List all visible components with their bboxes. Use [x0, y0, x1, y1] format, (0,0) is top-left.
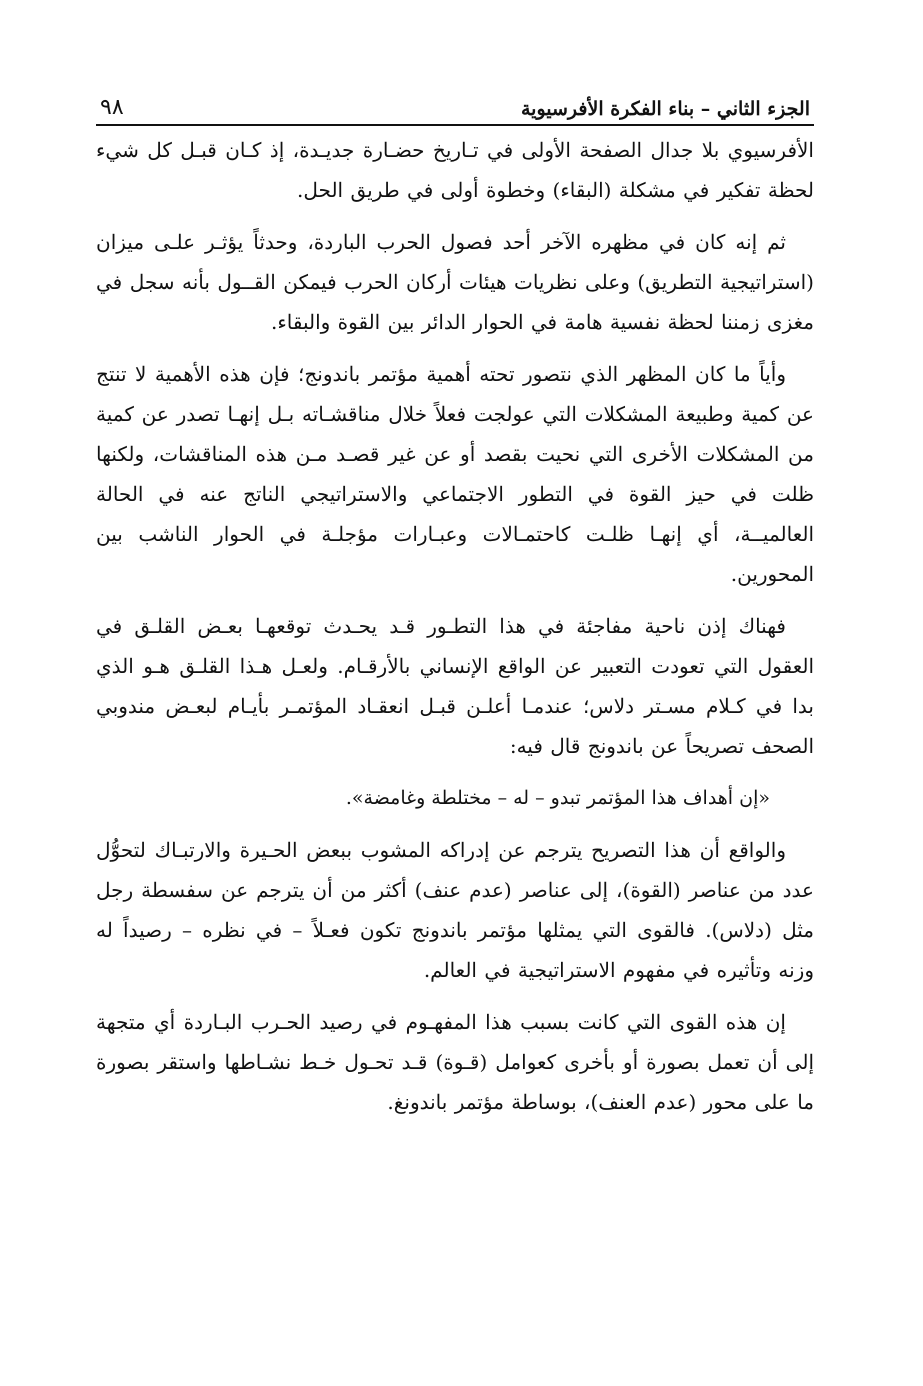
- page-number: ٩٨: [100, 95, 124, 120]
- running-title: الجزء الثاني – بناء الفكرة الأفرسيوية: [520, 98, 810, 120]
- paragraph-5: والواقع أن هذا التصريح يترجم عن إدراكه المشوب ببعض الحـيرة والارتبـاك لتحوُّل عدد من عناصر (القوة)، إلى عناصر (عدم عنف) أكثر من أن يترجم عن سفسطة رجل مثل (دلاس). فالقوى التي يمثلها مؤتمر باندونج تكون فعـلاً – في نظره – رصيداً له وزنه وتأثيره في مفهوم الاستراتيجية في العالم.: [96, 838, 814, 982]
- paragraph-4: فهناك إذن ناحية مفاجئة في هذا التطـور قـد يحـدث توقعهـا بعـض القلـق في العقول التي تعودت التعبير عن الواقع الإنساني بالأرقـام. ولعـل هـذا القلـق هـو الذي بدا في كـلام مسـتر دلاس؛ عندمـا أعلـن قبـل انعقـاد المؤتمـر بأيـام لبعـض مندوبي الصحف تصريحاً عن باندونج قال فيه:: [96, 614, 814, 758]
- body-text: [96, 130, 814, 1122]
- paragraph-1: الأفرسيوي بلا جدال الصفحة الأولى في تـاريخ حضـارة جديـدة، إذ كـان قبـل كل شيء لحظة تفكير في مشكلة (البقاء) وخطوة أولى في طريق الحل.: [96, 138, 814, 202]
- running-header: [96, 80, 814, 126]
- book-page: [96, 80, 814, 1134]
- paragraph-3: وأياً ما كان المظهر الذي نتصور تحته أهمية مؤتمر باندونج؛ فإن هذه الأهمية لا تنتج عن كمية وطبيعة المشكلات التي عولجت فعلاً خلال مناقشـاته بـل إنهـا تصدر عن كمية من المشكلات الأخرى التي نحيت بقصد أو عن غير قصـد مـن هذه المناقشات، ولكنها ظلت في حيز القوة في التطور الاجتماعي والاستراتيجي الناتج عنه في الحالة العالميــة، أي إنهـا ظلـت كاحتمـالات وعبـارات مؤجلـة في الحوار الناشب بين المحورين.: [96, 362, 814, 586]
- dulles-quote: «إن أهداف هذا المؤتمر تبدو – له – مختلطة وغامضة».: [345, 787, 770, 809]
- paragraph-2: ثم إنه كان في مظهره الآخر أحد فصول الحرب الباردة، وحدثاً يؤثـر علـى ميزان (استراتيجية التطريق) وعلى نظريات هيئات أركان الحرب فيمكن القــول بأنه سجل في مغزى زمننا لحظة نفسية هامة في الحوار الدائر بين القوة والبقاء.: [96, 230, 814, 334]
- paragraph-6: إن هذه القوى التي كانت بسبب هذا المفهـوم في رصيد الحـرب البـاردة أي متجهة إلى أن تعمل بصورة أو بأخرى كعوامل (قـوة) قـد تحـول خـط نشـاطها واستقر بصورة ما على محور (عدم العنف)، بوساطة مؤتمر باندونغ.: [96, 1010, 814, 1114]
